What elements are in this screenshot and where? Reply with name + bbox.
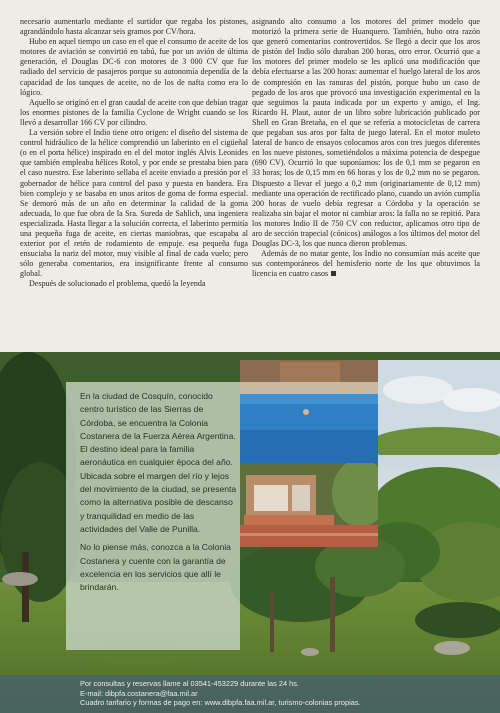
ad-paragraph: No lo piense más, conozca a la Colonia Costanera y cuente con la garantía de excelencia en los servicios que allí le brindarán.	[80, 542, 231, 593]
sky-photo	[378, 360, 500, 455]
pool-photo	[240, 360, 378, 463]
end-of-article-mark	[331, 271, 336, 276]
ad-paragraph: En la ciudad de Cosquín, conocido centro turístico de las Sierras de Córdoba, se encuentra la Colonia Costanera de la Fuerza Aérea Argentina. El destino ideal para la familia aeronáutica en cualquier época del año. Ubicada sobre el margen del río y lejos del movimiento de la ciudad, se presenta como la alternativa posible de descanso y tranquilidad en medio de las actividades del Valle de Punilla.	[80, 391, 237, 534]
article-paragraph: necesario aumentarlo mediante el surtidor que regaba los pistones, agrandándolo hasta alcanzar seis gramos por CV/hora.	[20, 17, 248, 37]
article-paragraph: La versión sobre el Indio tiene otro origen: el diseño del sistema de control hidráulico de la hélice comprendió un laberinto en el cigüeñal (o en el porta hélice) inspirado en el del motor inglés Alvis Leonides que también empleaba hélices Rotol, y por ende se prestaba bien para el caso nuestro. Ese laberinto sellaba el aceite enviado a presión por el gobernador de hélice para control del paso y puesta en bandera. Era bien complejo y se basaba en unos aritos de goma de forma especial. Se demoró más de un año en determinar la calidad de la goma adecuada, lo que fue obra de la Sra. Sureda de Sahlich, una ingeniera especializada. Hasta llegar a la solución correcta, el laberinto permitía una pequeña fuga de aceite, en ciertas maniobras, que escapaba al exterior por el retén de rodamiento de empuje. esa pequeña fuga ensuciaba la nariz del motor, muy visible al final de cada vuelo; pero sólo generaba comentarios, era insignificante frente al consumo global.	[20, 128, 248, 279]
article-paragraph: Aquello se originó en el gran caudal de aceite con que debían tragar los enormes pistones de la familia Cyclone de Wright cuando se los llevó a desarrollar 166 CV por cilindro.	[20, 97, 248, 127]
article-section	[0, 0, 500, 352]
colonia-costanera-ad	[0, 352, 500, 713]
article-paragraph-text: Además de no matar gente, los Indio no consumían más aceite que sus contemporáneos del hemisferio norte de los que obtuvimos la licencia en cuatro casos	[252, 249, 480, 279]
contact-web: Cuadro tarifario y formas de pago en: www.dibpfa.faa.mil.ar, turismo-colonias propias.	[80, 698, 361, 708]
house-photo	[240, 463, 378, 547]
contact-phone: Por consultas y reservas llame al 03541-453229 durante las 24 hs.	[80, 679, 299, 688]
article-paragraph: Después de solucionado el problema, quedó la leyenda	[29, 279, 206, 289]
article-column-right	[252, 17, 480, 279]
article-column-left	[20, 17, 248, 290]
contact-email: E-mail: dibpfa.costanera@faa.mil.ar	[80, 688, 198, 698]
contact-info	[80, 679, 490, 708]
article-paragraph: Hubo en aquel tiempo un caso en el que el consumo de aceite de los motores de aviación se convirtió en tabú, fue por un avión de última generación, el Douglas DC-6 con motores de 3 000 CV que fue radiado del servicio de pasajeros porque su autonomía dependía de la capacidad de los tanques de aceite, no de los de nafta como era lo lógico.	[20, 37, 248, 97]
article-paragraph	[252, 249, 480, 279]
article-paragraph: asignando alto consumo a los motores del primer modelo que motorizó la primera serie de Huanquero. También, hubo otra razón que generó comentarios controvertidos. Se llegó a decir que los aros de pistón del Indio sólo duraban 200 horas, otro error. Ocurrió que a los motores del primer modelo se les aplicó una modificación que debía efectuarse a las 200 horas: aumentar el huelgo lateral de los aros de compresión en las ranuras del pistón, porque hubo un caso de pegado de los aros que provocó una investigación experimental en la que seguimos la pauta indicada por un experto y amigo, el Ing. Ricardo H. Plaut, autor de un libro sobre lubricación publicado por Shell en Gran Bretaña, en el que se refería a motocicletas de carrera que pegaban sus aros por falta de juego lateral. En el motor muleto lateral de banco de ensayos colocamos aros con tres juegos diferentes en los nueve pistones, sometiéndolos a máxima potencia de despegue (690 CV). Ocurrió lo que suponíamos: los de 0,1 mm se pegaron en 33 horas; los de 0,15 mm en 66 horas y los de 0,2 mm no se pegaron. Dispuesto a llevar el juego a 0,2 mm (originariamente de 0,12 mm) mediante una operación de rectificado plano, cuando un avión cumplía 200 horas de vuelo debía regresar a Córdoba y la operación se realizaba sin bajar el motor ni cambiar aros: la falla no se repitió. Para los motores Indio II de 750 CV con reductor, aplicamos otro tipo de aro de sección trapecial (cónicos) análogos a los últimos del motor del Douglas DC-3, los que nunca dieron problemas.	[252, 17, 480, 249]
ad-text	[80, 390, 238, 599]
